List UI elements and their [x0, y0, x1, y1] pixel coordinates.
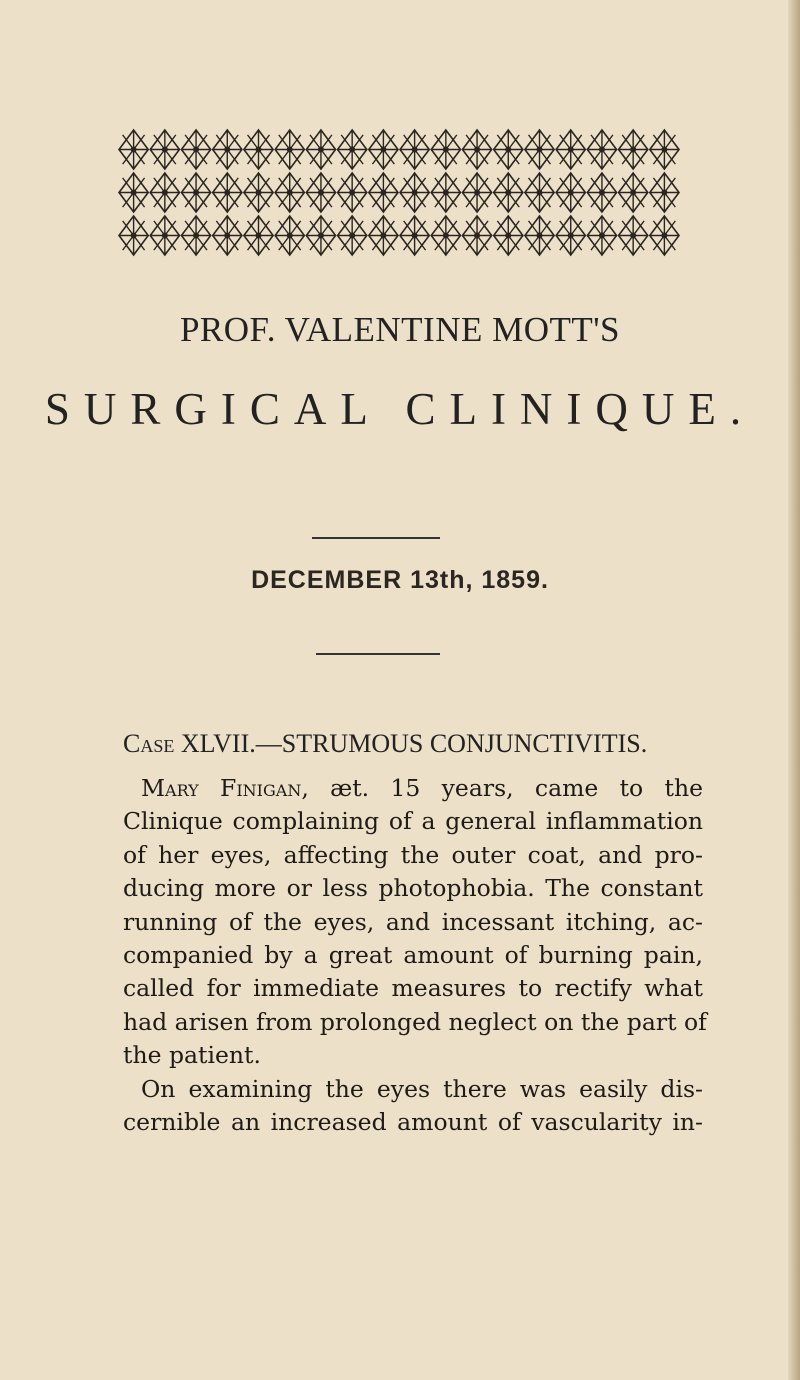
case-number: XLVII. — [180, 729, 256, 758]
ornament-cell — [587, 173, 616, 212]
ornament-cell — [181, 173, 210, 212]
body-line: Clinique complaining of a general inflammation — [123, 807, 703, 836]
divider-top — [312, 537, 440, 539]
page-title-line1: PROF. VALENTINE MOTT'S — [179, 310, 621, 349]
ornament-cell — [525, 173, 554, 212]
ornament-cell — [275, 173, 304, 212]
decorative-ornament-band — [118, 128, 680, 258]
case-title: —STRUMOUS CONJUNCTIVITIS. — [255, 729, 648, 758]
ornament-cell — [400, 216, 429, 255]
ornament-cell — [400, 130, 429, 169]
ornament-cell — [431, 173, 460, 212]
ornament-cell — [181, 216, 210, 255]
ornament-cell — [525, 130, 554, 169]
ornament-cell — [556, 173, 585, 212]
ornament-cell — [462, 130, 491, 169]
ornament-cell — [494, 130, 523, 169]
body-line: On examining the eyes there was easily dis- — [141, 1074, 703, 1103]
ornament-cell — [650, 173, 679, 212]
ornament-cell — [400, 173, 429, 212]
ornament-cell — [556, 216, 585, 255]
case-body — [123, 772, 707, 1139]
body-line: called for immediate measures to rectify what — [123, 974, 703, 1003]
ornament-cell — [338, 130, 367, 169]
ornament-cell — [587, 130, 616, 169]
patient-name: Mary Finigan — [141, 774, 302, 802]
ornament-cell — [119, 130, 148, 169]
ornament-cell — [213, 130, 242, 169]
ornament-cell — [650, 216, 679, 255]
ornament-cell — [556, 130, 585, 169]
ornament-cell — [369, 216, 398, 255]
ornament-cell — [650, 130, 679, 169]
ornament-cell — [306, 130, 335, 169]
ornament-cell — [494, 216, 523, 255]
ornament-cell — [462, 173, 491, 212]
ornament-cell — [119, 216, 148, 255]
ornament-cell — [525, 216, 554, 255]
ornament-cell — [244, 216, 273, 255]
ornament-cell — [619, 173, 648, 212]
case-label: Case — [123, 729, 175, 758]
body-line: companied by a great amount of burning pain, — [123, 941, 703, 970]
ornament-cell — [119, 173, 148, 212]
body-line: the patient. — [123, 1041, 261, 1070]
lecture-date: DECEMBER 13th, 1859. — [251, 566, 549, 594]
ornament-cell — [150, 130, 179, 169]
ornament-cell — [213, 173, 242, 212]
ornament-cell — [244, 130, 273, 169]
body-line: ducing more or less photophobia. The constant — [123, 874, 703, 903]
ornament-cell — [306, 216, 335, 255]
ornament-cell — [431, 130, 460, 169]
page-edge — [788, 0, 800, 1380]
ornament-cell — [244, 173, 273, 212]
page-title-line2: SURGICAL CLINIQUE. — [44, 384, 756, 434]
body-line: cernible an increased amount of vascularity in- — [123, 1108, 703, 1137]
ornament-cell — [213, 216, 242, 255]
body-line: had arisen from prolonged neglect on the part of — [123, 1007, 707, 1036]
divider-bottom — [316, 653, 440, 655]
ornament-cell — [369, 130, 398, 169]
ornament-cell — [150, 216, 179, 255]
ornament-cell — [619, 130, 648, 169]
ornament-cell — [587, 216, 616, 255]
ornament-cell — [462, 216, 491, 255]
ornament-cell — [431, 216, 460, 255]
body-line: running of the eyes, and incessant itching, ac- — [123, 907, 703, 936]
ornament-cell — [306, 173, 335, 212]
body-line: Mary Finigan, æt. 15 years, came to the — [141, 774, 703, 802]
ornament-cell — [338, 173, 367, 212]
ornament-cell — [181, 130, 210, 169]
body-line: of her eyes, affecting the outer coat, and pro- — [123, 840, 703, 869]
ornament-cell — [494, 173, 523, 212]
ornament-cell — [150, 173, 179, 212]
ornament-cell — [369, 173, 398, 212]
ornament-cell — [275, 130, 304, 169]
ornament-cell — [619, 216, 648, 255]
ornament-cell — [275, 216, 304, 255]
ornament-cell — [338, 216, 367, 255]
case-heading — [123, 729, 647, 759]
